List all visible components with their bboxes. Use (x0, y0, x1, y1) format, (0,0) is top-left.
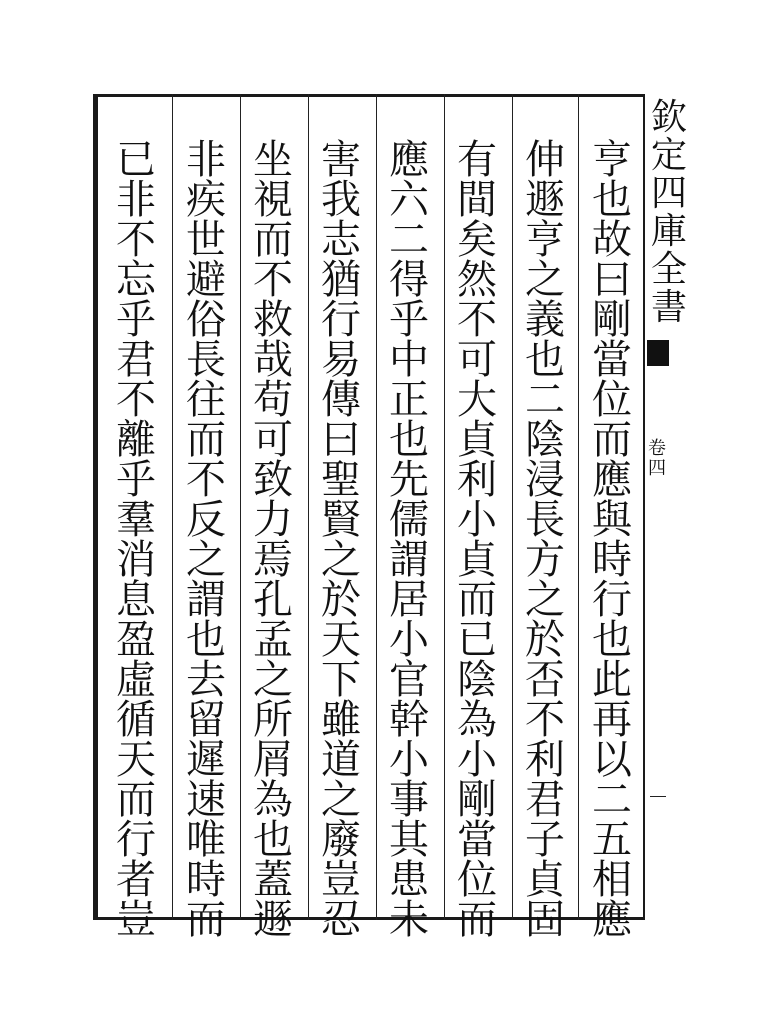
glyph: 幹 (389, 697, 429, 743)
glyph: 君 (116, 337, 156, 383)
glyph: 非 (186, 137, 226, 183)
column-rule (308, 94, 309, 920)
glyph: 矣 (457, 217, 497, 263)
glyph: 疾 (186, 177, 226, 223)
glyph: 遯 (525, 177, 565, 223)
glyph: 虛 (116, 657, 156, 703)
text-column (515, 137, 575, 943)
glyph: 之 (186, 537, 226, 583)
text-column (106, 137, 166, 943)
glyph: 然 (457, 257, 497, 303)
glyph: 去 (186, 657, 226, 703)
glyph: 於 (525, 617, 565, 663)
glyph: 孔 (253, 577, 293, 623)
glyph: 剛 (457, 777, 497, 823)
glyph: 正 (389, 377, 429, 423)
glyph: 循 (116, 697, 156, 743)
glyph: 不 (116, 217, 156, 263)
glyph: 大 (457, 377, 497, 423)
glyph: 為 (253, 777, 293, 823)
glyph: 曰 (592, 257, 632, 303)
margin-tick (650, 796, 666, 797)
glyph: 天 (321, 617, 361, 663)
glyph: 六 (389, 177, 429, 223)
glyph: 而 (186, 417, 226, 463)
glyph: 留 (186, 697, 226, 743)
column-rule (512, 94, 513, 920)
glyph: 孟 (253, 617, 293, 663)
glyph: 屑 (253, 737, 293, 783)
glyph: 致 (253, 457, 293, 503)
glyph: 應 (592, 457, 632, 503)
glyph: 唯 (186, 817, 226, 863)
glyph: 事 (389, 777, 429, 823)
glyph: 世 (186, 217, 226, 263)
glyph: 忍 (321, 897, 361, 943)
glyph: 其 (389, 817, 429, 863)
glyph: 聖 (321, 457, 361, 503)
volume-glyph: 四 (648, 458, 666, 479)
margin-title-glyph: 庫 (650, 211, 687, 252)
glyph: 忘 (116, 257, 156, 303)
glyph: 而 (457, 577, 497, 623)
glyph: 之 (321, 537, 361, 583)
glyph: 雖 (321, 697, 361, 743)
glyph: 而 (116, 777, 156, 823)
glyph: 道 (321, 737, 361, 783)
volume-label (648, 440, 666, 480)
glyph: 天 (116, 737, 156, 783)
column-rule (444, 94, 445, 920)
glyph: 非 (116, 177, 156, 223)
glyph: 相 (592, 857, 632, 903)
glyph: 息 (116, 577, 156, 623)
glyph: 可 (457, 337, 497, 383)
glyph: 也 (389, 417, 429, 463)
glyph: 我 (321, 177, 361, 223)
glyph: 也 (186, 617, 226, 663)
glyph: 豈 (321, 857, 361, 903)
glyph: 亨 (592, 137, 632, 183)
glyph: 下 (321, 657, 361, 703)
glyph: 與 (592, 497, 632, 543)
glyph: 位 (592, 377, 632, 423)
margin-title-glyph: 四 (650, 173, 687, 214)
glyph: 避 (186, 257, 226, 303)
column-rule (376, 94, 377, 920)
glyph: 以 (592, 737, 632, 783)
glyph: 小 (457, 497, 497, 543)
glyph: 往 (186, 377, 226, 423)
glyph: 也 (592, 177, 632, 223)
glyph: 再 (592, 697, 632, 743)
column-rule (240, 94, 241, 920)
text-column (243, 137, 303, 943)
glyph: 利 (457, 457, 497, 503)
glyph: 視 (253, 177, 293, 223)
glyph: 時 (592, 537, 632, 583)
volume-glyph: 卷 (648, 438, 666, 459)
glyph: 而 (457, 897, 497, 943)
glyph: 亨 (525, 217, 565, 263)
glyph: 所 (253, 697, 293, 743)
glyph: 乎 (389, 297, 429, 343)
glyph: 猶 (321, 257, 361, 303)
glyph: 反 (186, 497, 226, 543)
glyph: 速 (186, 777, 226, 823)
glyph: 蓋 (253, 857, 293, 903)
margin-title-glyph: 欽 (650, 97, 687, 138)
glyph: 而 (253, 217, 293, 263)
margin-title-glyph: 全 (650, 249, 687, 290)
glyph: 之 (321, 777, 361, 823)
glyph: 苟 (253, 377, 293, 423)
glyph: 位 (457, 857, 497, 903)
glyph: 子 (525, 817, 565, 863)
glyph: 哉 (253, 337, 293, 383)
glyph: 謂 (389, 537, 429, 583)
glyph: 已 (457, 617, 497, 663)
glyph: 長 (525, 497, 565, 543)
text-column (176, 137, 236, 943)
glyph: 君 (525, 777, 565, 823)
glyph: 而 (186, 897, 226, 943)
margin-title (646, 97, 692, 328)
glyph: 而 (592, 417, 632, 463)
glyph: 患 (389, 857, 429, 903)
glyph: 二 (525, 377, 565, 423)
glyph: 行 (321, 297, 361, 343)
glyph: 不 (457, 297, 497, 343)
glyph: 也 (592, 617, 632, 663)
glyph: 志 (321, 217, 361, 263)
glyph: 伸 (525, 137, 565, 183)
glyph: 中 (389, 337, 429, 383)
glyph: 之 (525, 577, 565, 623)
margin-title-glyph: 書 (650, 287, 687, 328)
glyph: 不 (253, 257, 293, 303)
glyph: 乎 (116, 297, 156, 343)
glyph: 二 (389, 217, 429, 263)
glyph: 小 (389, 617, 429, 663)
glyph: 為 (457, 697, 497, 743)
glyph: 之 (253, 657, 293, 703)
glyph: 先 (389, 457, 429, 503)
glyph: 豈 (116, 897, 156, 943)
glyph: 害 (321, 137, 361, 183)
glyph: 長 (186, 337, 226, 383)
glyph: 消 (116, 537, 156, 583)
glyph: 盈 (116, 617, 156, 663)
glyph: 方 (525, 537, 565, 583)
glyph: 遲 (186, 737, 226, 783)
glyph: 儒 (389, 497, 429, 543)
glyph: 有 (457, 137, 497, 183)
glyph: 之 (525, 257, 565, 303)
glyph: 救 (253, 297, 293, 343)
margin-title-glyph: 定 (650, 135, 687, 176)
glyph: 離 (116, 417, 156, 463)
glyph: 當 (592, 337, 632, 383)
glyph: 俗 (186, 297, 226, 343)
glyph: 力 (253, 497, 293, 543)
glyph: 陰 (525, 417, 565, 463)
text-column (582, 137, 642, 943)
column-rule (172, 94, 173, 920)
glyph: 焉 (253, 537, 293, 583)
glyph: 坐 (253, 137, 293, 183)
glyph: 二 (592, 777, 632, 823)
glyph: 也 (525, 337, 565, 383)
glyph: 居 (389, 577, 429, 623)
glyph: 否 (525, 657, 565, 703)
glyph: 羣 (116, 497, 156, 543)
glyph: 此 (592, 657, 632, 703)
glyph: 易 (321, 337, 361, 383)
glyph: 於 (321, 577, 361, 623)
text-column (379, 137, 439, 943)
glyph: 小 (389, 737, 429, 783)
glyph: 故 (592, 217, 632, 263)
glyph: 貞 (525, 857, 565, 903)
glyph: 不 (116, 377, 156, 423)
glyph: 義 (525, 297, 565, 343)
glyph: 應 (389, 137, 429, 183)
glyph: 行 (116, 817, 156, 863)
glyph: 得 (389, 257, 429, 303)
glyph: 乎 (116, 457, 156, 503)
glyph: 時 (186, 857, 226, 903)
glyph: 貞 (457, 417, 497, 463)
glyph: 謂 (186, 577, 226, 623)
glyph: 應 (592, 897, 632, 943)
glyph: 固 (525, 897, 565, 943)
glyph: 陰 (457, 657, 497, 703)
text-column (311, 137, 371, 943)
glyph: 也 (253, 817, 293, 863)
glyph: 可 (253, 417, 293, 463)
glyph: 遯 (253, 897, 293, 943)
glyph: 小 (457, 737, 497, 783)
text-column (447, 137, 507, 943)
glyph: 不 (525, 697, 565, 743)
glyph: 官 (389, 657, 429, 703)
glyph: 剛 (592, 297, 632, 343)
glyph: 浸 (525, 457, 565, 503)
glyph: 不 (186, 457, 226, 503)
glyph: 貞 (457, 537, 497, 583)
glyph: 當 (457, 817, 497, 863)
glyph: 廢 (321, 817, 361, 863)
column-rule (578, 94, 579, 920)
glyph: 傳 (321, 377, 361, 423)
glyph: 曰 (321, 417, 361, 463)
glyph: 未 (389, 897, 429, 943)
glyph: 間 (457, 177, 497, 223)
glyph: 利 (525, 737, 565, 783)
glyph: 行 (592, 577, 632, 623)
glyph: 者 (116, 857, 156, 903)
glyph: 五 (592, 817, 632, 863)
fishtail-mark (647, 340, 669, 366)
glyph: 賢 (321, 497, 361, 543)
glyph: 已 (116, 137, 156, 183)
